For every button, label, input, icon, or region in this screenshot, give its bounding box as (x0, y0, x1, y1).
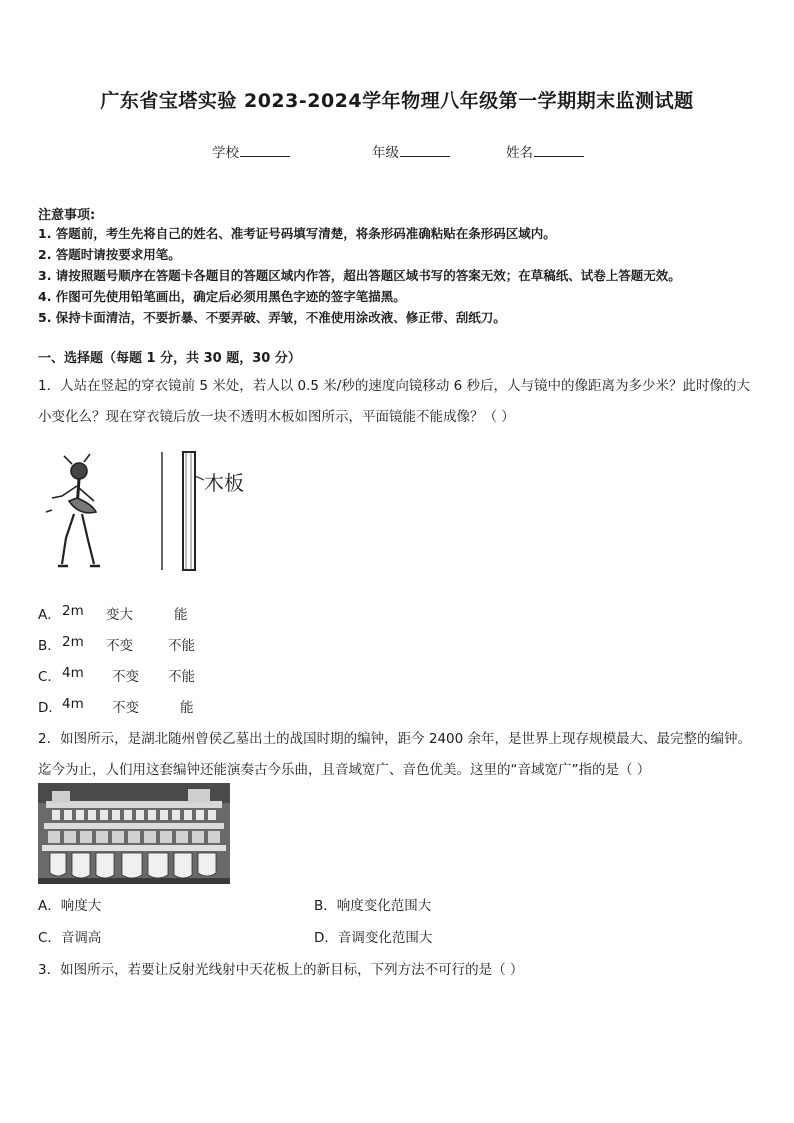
option-text: 音调变化范围大 (337, 930, 433, 946)
note-item: 2. 答题时请按要求用笔。 (38, 247, 181, 262)
option-size: 不变 (112, 669, 139, 685)
school-blank (240, 144, 290, 157)
note-item: 3. 请按照题号顺序在答题卡各题目的答题区域内作答，超出答题区域书写的答案无效；在草稿纸、试卷上答题无效。 (38, 268, 681, 283)
q1-text-line2: 小变化么？现在穿衣镜后放一块不透明木板如图所示，平面镜能不能成像？（ ） (38, 409, 515, 425)
option-letter: A． (38, 607, 61, 623)
q2-option-a[interactable] (38, 894, 101, 914)
q2-option-d[interactable] (314, 926, 432, 946)
q1-text-line1: 1．人站在竖起的穿衣镜前 5 米处，若人以 0.5 米/秒的速度向镜移动 6 秒后，人与镜中的像距离为多少米？此时像的大 (38, 378, 751, 394)
option-size: 不变 (112, 700, 139, 716)
q1-option-c[interactable] (38, 665, 195, 685)
option-text: 响度变化范围大 (336, 898, 432, 914)
grade-label: 年级 (372, 145, 399, 161)
option-image: 不能 (168, 669, 195, 685)
q2-option-b[interactable] (314, 894, 431, 914)
option-distance: 4m (62, 665, 84, 681)
note-item: 1. 答题前，考生先将自己的姓名、准考证号码填写清楚，将条形码准确粘贴在条形码区域内。 (38, 226, 556, 241)
person-figure (46, 454, 100, 566)
school-field (212, 141, 290, 161)
board-rect (183, 452, 195, 570)
option-letter: C． (38, 669, 61, 685)
note-item: 5. 保持卡面清洁，不要折暴、不要弄破、弄皱，不准使用涂改液、修正带、刮纸刀。 (38, 310, 506, 325)
option-distance: 2m (62, 603, 84, 619)
page-title: 广东省宝塔实验 2023-2024学年物理八年级第一学期期末监测试题 (100, 90, 694, 112)
option-image: 能 (180, 700, 194, 716)
option-text: 响度大 (60, 898, 102, 914)
name-label: 姓名 (506, 145, 533, 161)
name-blank (534, 144, 584, 157)
option-letter: B． (314, 898, 337, 914)
q2-text-line1: 2．如图所示，是湖北随州曾侯乙墓出土的战国时期的编钟，距今 2400 余年，是世界上现存规模最大、最完整的编钟。 (38, 731, 752, 747)
option-image: 不能 (168, 638, 195, 654)
option-letter: C． (38, 930, 61, 946)
option-distance: 4m (62, 696, 84, 712)
option-distance: 2m (62, 634, 84, 650)
bianzhong-photo (38, 783, 230, 884)
q1-figure (44, 446, 264, 576)
q1-option-a[interactable] (38, 603, 188, 623)
q2-option-c[interactable] (38, 926, 101, 946)
option-size: 不变 (106, 638, 133, 654)
board-label: 木板 (204, 471, 244, 495)
q3-text-line1: 3．如图所示，若要让反射光线射中天花板上的新目标，下列方法不可行的是（ ） (38, 962, 524, 978)
q1-option-d[interactable] (38, 696, 194, 716)
option-letter: D． (314, 930, 338, 946)
option-text: 音调高 (60, 930, 102, 946)
q2-text-line2: 迄今为止，人们用这套编钟还能演奏古今乐曲，且音域宽广、音色优美。这里的“音域宽广”指的是（ ） (38, 762, 651, 778)
option-size: 变大 (106, 607, 133, 623)
grade-field (372, 141, 450, 161)
q1-option-b[interactable] (38, 634, 195, 654)
name-field (506, 141, 584, 161)
option-letter: A． (38, 898, 61, 914)
section-heading: 一、选择题（每题 1 分，共 30 题，30 分） (38, 351, 301, 366)
option-image: 能 (174, 607, 188, 623)
school-label: 学校 (212, 145, 239, 161)
grade-blank (400, 144, 450, 157)
notes-title: 注意事项: (38, 208, 96, 223)
note-item: 4. 作图可先使用铅笔画出，确定后必须用黑色字迹的签字笔描黑。 (38, 289, 406, 304)
option-letter: B． (38, 638, 61, 654)
option-letter: D． (38, 700, 62, 716)
